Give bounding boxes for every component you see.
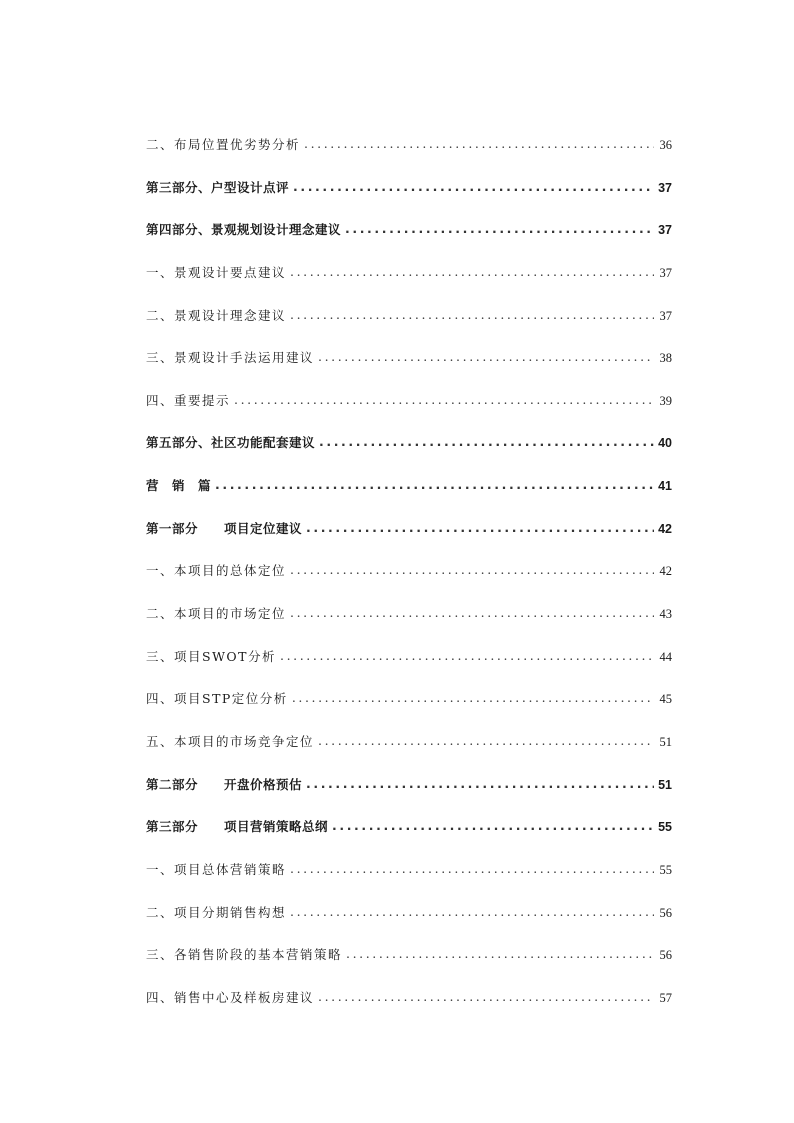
- toc-entry-page-number: 37: [659, 308, 672, 323]
- toc-entry[interactable]: [146, 685, 672, 728]
- dot-leader: [234, 386, 654, 414]
- dot-leader: [306, 770, 654, 798]
- toc-entry-title: 第三部分 项目营销策略总纲: [146, 819, 329, 835]
- toc-entry-title: 二、布局位置优劣势分析: [146, 137, 301, 152]
- toc-entry-page-number: 56: [659, 905, 672, 920]
- toc-entry-page-number: 42: [659, 564, 672, 579]
- toc-entry[interactable]: [146, 216, 672, 259]
- toc-entry[interactable]: [146, 344, 672, 387]
- toc-entry-title: 一、项目总体营销策略: [146, 861, 287, 877]
- toc-entry-title: 二、项目分期销售构想: [146, 904, 287, 920]
- toc-entry[interactable]: [146, 429, 672, 472]
- toc-entry[interactable]: [146, 728, 672, 771]
- toc-entry-title: 第一部分 项目定位建议: [146, 520, 303, 536]
- toc-entry-title: 第二部分 开盘价格预估: [146, 776, 303, 792]
- dot-leader: [215, 471, 654, 499]
- toc-entry[interactable]: [146, 174, 672, 217]
- toc-entry-page-number: 42: [658, 521, 672, 536]
- dot-leader: [292, 684, 654, 712]
- dot-leader: [290, 599, 654, 627]
- toc-entry[interactable]: [146, 856, 672, 899]
- toc-entry-title: 三、项目SWOT分析: [146, 648, 276, 664]
- dot-leader: [293, 173, 654, 201]
- dot-leader: [280, 642, 654, 670]
- toc-entry-title: 二、景观设计理念建议: [146, 307, 287, 323]
- dot-leader: [318, 727, 654, 755]
- dot-leader: [290, 556, 654, 584]
- toc-entry-page-number: 36: [659, 138, 672, 152]
- toc-entry-page-number: 37: [658, 223, 672, 238]
- dot-leader: [290, 301, 654, 329]
- toc-entry[interactable]: [146, 813, 672, 856]
- toc-entry[interactable]: [146, 131, 672, 174]
- table-of-contents: [146, 131, 672, 1026]
- toc-entry-title: 营 销 篇: [146, 478, 212, 494]
- toc-entry-page-number: 57: [659, 990, 672, 1005]
- toc-entry[interactable]: [146, 941, 672, 984]
- dot-leader: [319, 428, 654, 456]
- toc-entry-title: 第三部分、户型设计点评: [146, 179, 290, 195]
- toc-entry-page-number: 56: [659, 948, 672, 963]
- toc-entry-page-number: 43: [659, 607, 672, 622]
- toc-entry-page-number: 37: [658, 180, 672, 195]
- dot-leader: [318, 343, 654, 371]
- toc-entry-page-number: 40: [658, 436, 672, 451]
- dot-leader: [304, 130, 654, 158]
- toc-entry[interactable]: [146, 600, 672, 643]
- toc-entry-title: 四、项目STP定位分析: [146, 691, 288, 707]
- dot-leader: [318, 983, 654, 1011]
- toc-entry[interactable]: [146, 771, 672, 814]
- dot-leader: [332, 812, 654, 840]
- toc-entry[interactable]: [146, 557, 672, 600]
- toc-entry-page-number: 55: [658, 820, 672, 835]
- toc-entry[interactable]: [146, 302, 672, 345]
- toc-entry-title: 一、景观设计要点建议: [146, 264, 287, 280]
- dot-leader: [345, 215, 654, 243]
- dot-leader: [290, 258, 654, 286]
- toc-entry-title: 三、景观设计手法运用建议: [146, 350, 315, 366]
- toc-entry[interactable]: [146, 259, 672, 302]
- dot-leader: [306, 514, 654, 542]
- toc-entry-title: 四、重要提示: [146, 392, 231, 408]
- dot-leader: [290, 898, 654, 926]
- toc-entry-page-number: 39: [659, 393, 672, 408]
- toc-entry[interactable]: [146, 984, 672, 1027]
- toc-entry-title: 二、本项目的市场定位: [146, 606, 287, 622]
- toc-entry[interactable]: [146, 387, 672, 430]
- toc-entry-page-number: 41: [658, 479, 672, 494]
- toc-entry-page-number: 37: [659, 265, 672, 280]
- toc-entry-title: 五、本项目的市场竞争定位: [146, 733, 315, 749]
- toc-entry-title: 一、本项目的总体定位: [146, 563, 287, 579]
- toc-entry-title: 三、各销售阶段的基本营销策略: [146, 947, 343, 963]
- toc-entry[interactable]: [146, 899, 672, 942]
- toc-entry-page-number: 51: [658, 777, 672, 792]
- toc-entry-page-number: 55: [659, 862, 672, 877]
- toc-entry-page-number: 44: [659, 649, 672, 664]
- toc-entry-page-number: 45: [659, 692, 672, 707]
- toc-entry-title: 第四部分、景观规划设计理念建议: [146, 222, 342, 238]
- toc-entry[interactable]: [146, 643, 672, 686]
- toc-entry-title: 四、销售中心及样板房建议: [146, 989, 315, 1005]
- toc-entry-page-number: 38: [659, 351, 672, 366]
- dot-leader: [346, 940, 654, 968]
- toc-entry-page-number: 51: [659, 734, 672, 749]
- toc-entry-title: 第五部分、社区功能配套建议: [146, 435, 316, 451]
- dot-leader: [290, 855, 654, 883]
- toc-entry[interactable]: [146, 515, 672, 558]
- toc-entry[interactable]: [146, 472, 672, 515]
